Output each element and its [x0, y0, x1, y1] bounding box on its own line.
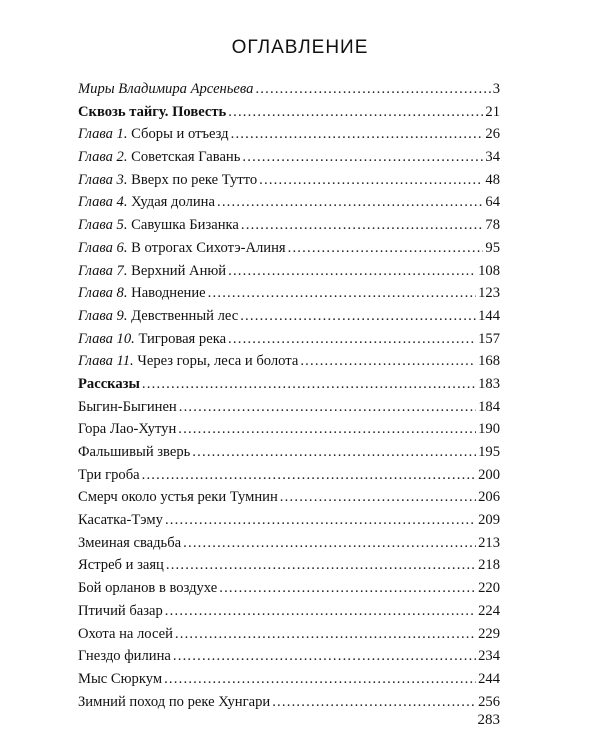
toc-page-number: 144: [478, 307, 500, 324]
toc-entry-title: [78, 237, 286, 260]
toc-entry: [78, 691, 500, 714]
toc-page-number: 3: [492, 81, 500, 97]
toc-entry: [78, 328, 500, 351]
toc-entry-title: [78, 600, 163, 623]
toc-page-number: 256: [478, 693, 500, 710]
toc-entry-text: Вверх по реке Тутто: [127, 171, 258, 188]
toc-entry-title: [78, 691, 270, 714]
page-title: ОГЛАВЛЕНИЕ: [231, 37, 369, 58]
dot-leader: [219, 577, 476, 600]
toc-entry-title: [78, 486, 278, 509]
toc-page-number: 26: [485, 126, 500, 143]
toc-chapter-number: Глава 5.: [78, 217, 128, 234]
toc-page-number: 234: [478, 648, 500, 665]
toc-entry-text: Девственный лес: [127, 307, 239, 324]
toc-entry-title: [78, 396, 177, 419]
dot-leader: [241, 214, 484, 237]
dot-leader: [240, 305, 476, 328]
toc-page-number: 168: [478, 353, 500, 370]
dot-leader: [142, 373, 476, 396]
toc-entry-title: [78, 282, 206, 305]
toc-page-number: 21: [485, 103, 500, 120]
toc-entry-title: [78, 554, 164, 577]
toc-page-number: 224: [478, 602, 500, 619]
toc-entry-title: [78, 623, 173, 646]
toc-entry-title: [78, 146, 240, 169]
toc-entry-text: Зимний поход по реке Хунгари: [78, 693, 271, 710]
toc-chapter-number: Глава 10.: [78, 330, 135, 347]
toc-page-number: 78: [485, 217, 500, 234]
toc-entry-text: В отрогах Сихотэ-Алиня: [127, 239, 286, 256]
toc-page-number: 190: [478, 421, 500, 438]
toc-entry: [78, 78, 500, 101]
toc-page-number: 218: [478, 557, 500, 574]
toc-page-number: 195: [478, 444, 500, 460]
toc-entry-title: [78, 350, 298, 373]
toc-entry-title: [78, 668, 162, 691]
toc-entry-text: Сборы и отъезд: [127, 126, 229, 143]
toc-entry: [78, 260, 500, 283]
toc-entry-title: [78, 260, 226, 283]
toc-chapter-number: Глава 8.: [78, 285, 128, 302]
toc-entry: [78, 101, 500, 124]
toc-entry-title: [78, 464, 140, 487]
dot-leader: [280, 486, 476, 509]
toc-entry: [78, 509, 500, 532]
dot-leader: [228, 328, 476, 351]
toc-entry-title: [78, 123, 229, 146]
toc-page-number: 34: [485, 149, 500, 166]
dot-leader: [259, 169, 483, 192]
toc-page-number: 183: [478, 375, 500, 392]
toc-entry-text: Три гроба: [78, 466, 140, 483]
toc-entry-title: [78, 328, 226, 351]
toc-page-number: 209: [478, 512, 500, 529]
toc-chapter-number: Глава 6.: [78, 239, 128, 256]
dot-leader: [228, 260, 476, 283]
toc-chapter-number: Глава 11.: [78, 353, 134, 370]
toc-entry-text: Фальшивый зверь: [78, 444, 191, 460]
toc-entry-text: Тигровая река: [134, 330, 227, 347]
dot-leader: [208, 282, 476, 305]
dot-leader: [288, 237, 484, 260]
toc-page-number: 95: [485, 239, 500, 256]
toc-entry: [78, 486, 500, 509]
toc-entry-title: [78, 418, 176, 441]
toc-entry-text: Гнездо филина: [78, 648, 171, 665]
toc-entry-title: [78, 305, 238, 328]
toc-entry: [78, 396, 500, 419]
toc-entry: [78, 169, 500, 192]
toc-entry: [78, 577, 500, 600]
toc-entry: [78, 123, 500, 146]
dot-leader: [231, 123, 484, 146]
toc-entry-text: Через горы, леса и болота: [133, 353, 299, 370]
dot-leader: [183, 532, 476, 555]
toc-entry-text: Наводнение: [127, 285, 206, 302]
toc-entry: [78, 600, 500, 623]
toc-chapter-number: Глава 7.: [78, 262, 128, 279]
toc-entry-title: [78, 101, 226, 124]
toc-entry-text: Птичий базар: [78, 602, 163, 619]
toc-entry: [78, 305, 500, 328]
toc-page-number: 64: [485, 194, 500, 211]
toc-entry-title: [78, 373, 140, 396]
toc-entry: [78, 418, 500, 441]
dot-leader: [179, 396, 476, 419]
toc-entry: [78, 146, 500, 169]
toc-page-number: 229: [478, 625, 500, 642]
toc-entry-text: Миры Владимира Арсеньева: [78, 81, 254, 97]
toc-entry: [78, 373, 500, 396]
toc-entry-text: Бой орланов в воздухе: [78, 580, 218, 597]
toc-entry-title: [78, 191, 215, 214]
toc-page-number: 123: [478, 285, 500, 302]
dot-leader: [165, 509, 476, 532]
toc-entry-text: Охота на лосей: [78, 625, 173, 642]
toc-entry: [78, 191, 500, 214]
toc-entry: [78, 554, 500, 577]
toc-entry-title: [78, 214, 239, 237]
dot-leader: [178, 418, 476, 441]
toc-entry-title: [78, 532, 181, 555]
dot-leader: [165, 600, 476, 623]
toc-entry-text: Савушка Бизанка: [127, 217, 239, 234]
toc-page-number: 220: [478, 580, 500, 597]
toc-entry: [78, 668, 500, 691]
toc-entry-text: Ястреб и заяц: [78, 557, 164, 574]
toc-entry-text: Касатка-Тэму: [78, 512, 163, 529]
toc-entry: [78, 532, 500, 555]
toc-entry: [78, 350, 500, 373]
toc-entry-title: [78, 78, 253, 101]
dot-leader: [300, 350, 476, 373]
toc-chapter-number: Глава 1.: [78, 126, 128, 143]
toc-chapter-number: Глава 2.: [78, 149, 128, 166]
dot-leader: [255, 78, 490, 101]
toc-page-number: 48: [485, 171, 500, 188]
toc-entry-text: Гора Лао-Хутун: [78, 421, 177, 438]
toc-page-number: 206: [478, 489, 500, 506]
toc-entry-text: Быгин-Быгинен: [78, 398, 177, 415]
toc-entry-title: [78, 577, 217, 600]
toc-entry-text: Мыс Сюркум: [78, 670, 163, 687]
dot-leader: [173, 645, 476, 668]
toc-page-number: 184: [478, 398, 500, 415]
toc-entry-text: Худая долина: [127, 194, 215, 211]
toc-entry: [78, 645, 500, 668]
toc-entry-text: Сквозь тайгу. Повесть: [78, 103, 227, 120]
toc-entry-title: [78, 509, 163, 532]
toc-entry-title: [78, 169, 257, 192]
toc-chapter-number: Глава 3.: [78, 171, 128, 188]
toc-entry: [78, 623, 500, 646]
toc-entry-text: Змеиная свадьба: [78, 534, 182, 551]
toc-entry: [78, 464, 500, 487]
toc-entry-text: Смерч около устья реки Тумнин: [78, 489, 278, 506]
dot-leader: [228, 101, 483, 124]
table-of-contents: [78, 78, 500, 713]
toc-page-number: 108: [478, 262, 500, 279]
toc-entry: [78, 282, 500, 305]
toc-page-number: 213: [478, 534, 500, 551]
toc-entry-text: Верхний Анюй: [127, 262, 227, 279]
dot-leader: [175, 623, 476, 646]
toc-entry: [78, 214, 500, 237]
toc-page-number: 200: [478, 466, 500, 483]
toc-entry-title: [78, 441, 190, 464]
dot-leader: [192, 441, 476, 464]
dot-leader: [166, 554, 476, 577]
toc-entry-text: Рассказы: [78, 375, 140, 392]
toc-chapter-number: Глава 9.: [78, 307, 128, 324]
dot-leader: [142, 464, 477, 487]
dot-leader: [217, 191, 483, 214]
toc-entry-title: [78, 645, 171, 668]
dot-leader: [164, 668, 476, 691]
toc-entry: [78, 441, 500, 464]
dot-leader: [242, 146, 483, 169]
toc-page-number: 157: [478, 330, 500, 347]
dot-leader: [272, 691, 476, 714]
toc-page-number: 244: [478, 670, 500, 687]
page-number: 283: [477, 712, 500, 728]
toc-entry-text: Советская Гавань: [127, 149, 241, 166]
toc-chapter-number: Глава 4.: [78, 194, 128, 211]
toc-entry: [78, 237, 500, 260]
